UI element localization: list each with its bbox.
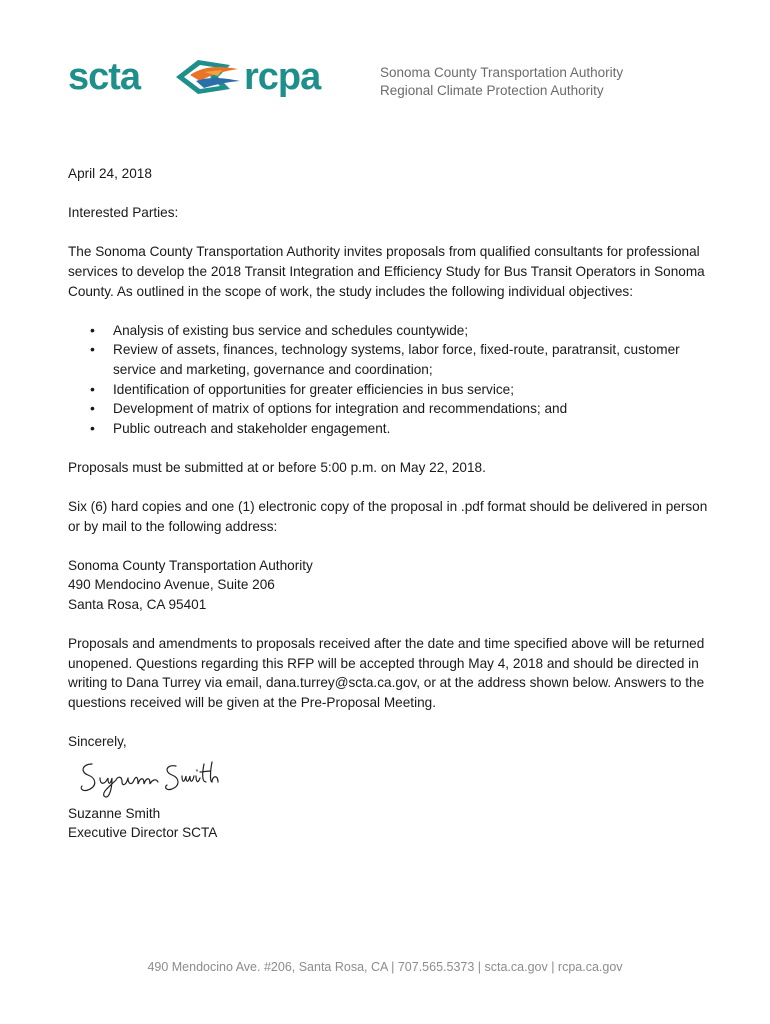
copies-paragraph: Six (6) hard copies and one (1) electronic copy of the proposal in .pdf format should be delivered in person or by mail to the following address: (68, 499, 708, 534)
letterhead (68, 55, 708, 107)
address-line: Sonoma County Transportation Authority (68, 557, 313, 573)
organization-names (380, 64, 623, 100)
list-item: • Review of assets, finances, technology systems, labor force, fixed-route, paratransit, customer service and marketing, governance and coordination; (113, 340, 708, 379)
list-item: • Development of matrix of options for integration and recommendations; and (113, 399, 708, 419)
intro-paragraph: The Sonoma County Transportation Authority invites proposals from qualified consultants for professional services to develop the 2018 Transit Integration and Efficiency Study for Bus Transit Operators in Sonoma County. As outlined in the scope of work, the study includes the following individual objectives: (68, 244, 705, 299)
page-footer: 490 Mendocino Ave. #206, Santa Rosa, CA | 707.565.5373 | scta.ca.gov | rcpa.ca.gov (147, 960, 623, 974)
rcpa-wordmark: rcpa (244, 56, 321, 98)
signer-name: Suzanne Smith (68, 805, 161, 821)
mailing-address (68, 556, 708, 615)
deadline-paragraph: Proposals must be submitted at or before 5:00 p.m. on May 22, 2018. (68, 459, 486, 475)
org-name-scta: Sonoma County Transportation Authority (380, 65, 624, 80)
swoosh-emblem-icon (176, 60, 240, 94)
letter-date: April 24, 2018 (68, 166, 152, 181)
list-item: • Public outreach and stakeholder engagement. (113, 419, 708, 439)
handwritten-signature (78, 756, 228, 802)
scta-wordmark: scta (68, 56, 141, 98)
scta-rcpa-logo (68, 55, 368, 107)
signer-title: Executive Director SCTA (68, 825, 218, 841)
late-policy-paragraph: Proposals and amendments to proposals received after the date and time specified above will be returned unopened. Questions regarding this RFP will be accepted through May 4, 2018 and should be directed in writing to Dana Turrey via email, dana.turrey@scta.ca.gov, or at the address shown below. Answers to the questions received will be given at the Pre-Proposal Meeting. (68, 636, 705, 711)
address-line: Santa Rosa, CA 95401 (68, 597, 207, 613)
objectives-list (68, 321, 708, 439)
closing: Sincerely, (68, 734, 127, 750)
letter-body (68, 164, 708, 843)
org-name-rcpa: Regional Climate Protection Authority (380, 83, 604, 98)
address-line: 490 Mendocino Avenue, Suite 206 (68, 577, 275, 593)
list-item: • Analysis of existing bus service and schedules countywide; (113, 321, 708, 341)
list-item: • Identification of opportunities for greater efficiencies in bus service; (113, 380, 708, 400)
salutation: Interested Parties: (68, 205, 179, 221)
